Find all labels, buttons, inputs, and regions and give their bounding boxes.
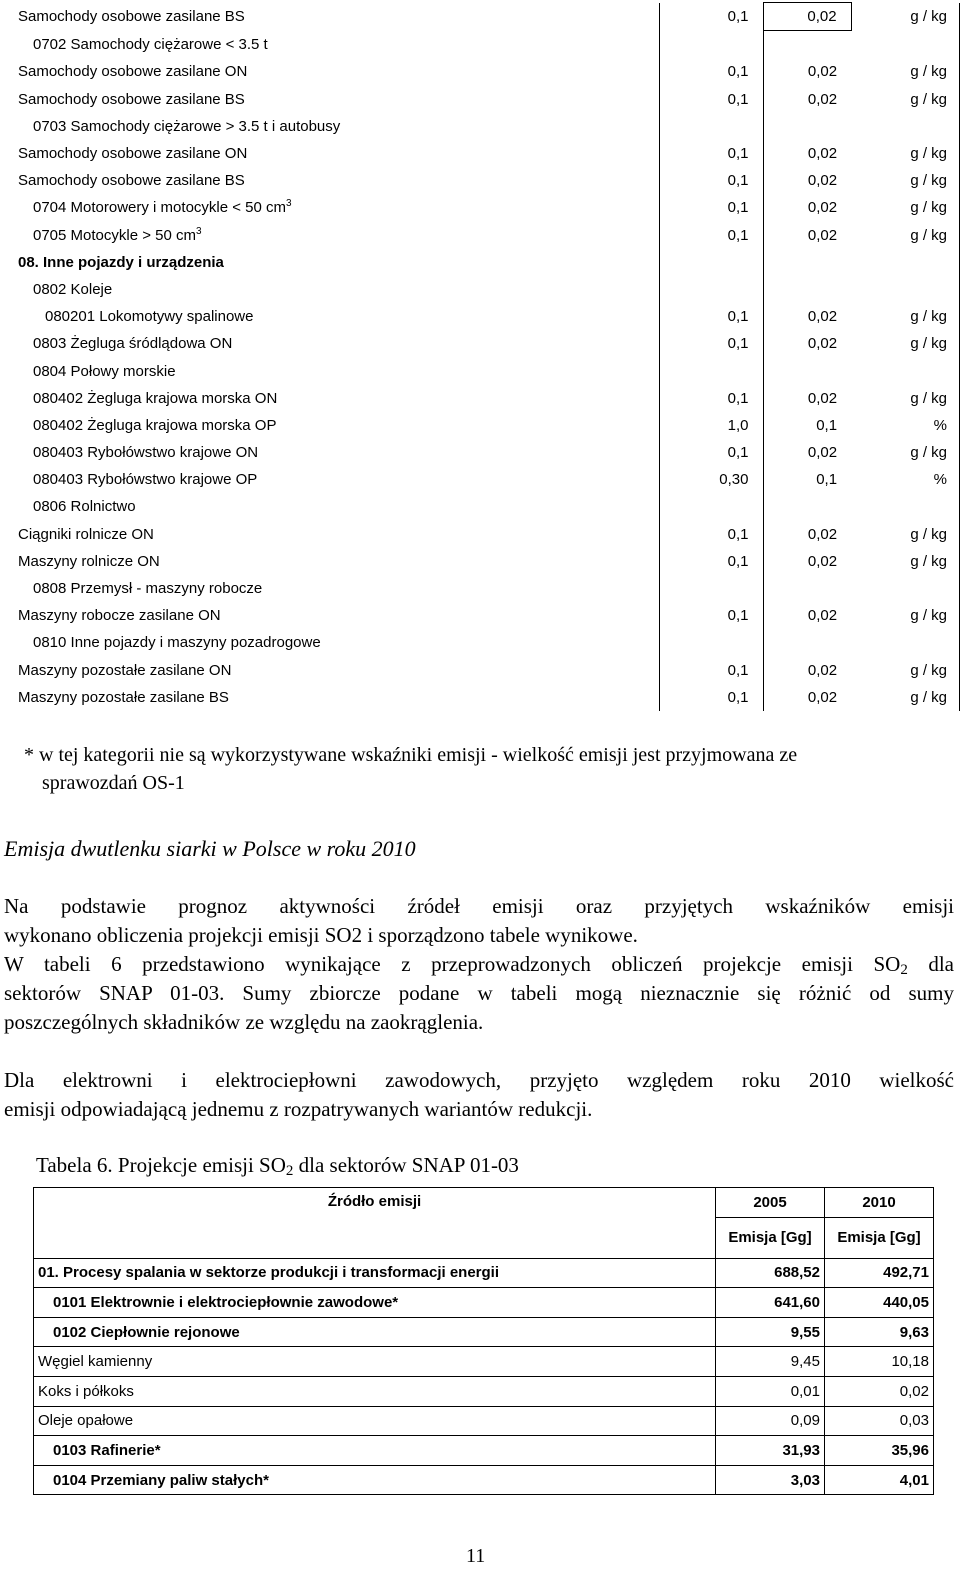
factor-row [15, 276, 960, 303]
factor-value-1 [660, 575, 763, 602]
so2-subscript: 2 [900, 962, 908, 978]
factor-source-name [15, 439, 660, 466]
factor-value-1 [660, 249, 763, 276]
paragraph-2-line-1: Dla elektrowni i elektrociepłowni zawodowych, przyjęto względem roku 2010 wielkość [4, 1068, 954, 1092]
emission-source: 01. Procesy spalania w sektorze produkcji i transformacji energii [34, 1258, 716, 1288]
emission-2010: 10,18 [825, 1347, 934, 1377]
factor-source-name [15, 194, 660, 221]
factor-value-1 [660, 493, 763, 520]
emission-source: 0102 Ciepłownie rejonowe [34, 1317, 716, 1347]
factor-value-1: 0,1 [660, 548, 763, 575]
emission-2010: 9,63 [825, 1317, 934, 1347]
factor-value-2: 0,02 [807, 63, 838, 81]
factor-unit: g / kg [851, 58, 959, 85]
footnote [24, 741, 944, 797]
paragraph-1-line-3a: W tabeli 6 przedstawiono wynikające z przeprowadzonych obliczeń projekcje emisji SO [4, 952, 901, 976]
factor-value-1: 0,1 [660, 602, 763, 629]
factor-source-text: Samochody osobowe zasilane ON [18, 145, 248, 163]
factor-value-1: 0,1 [660, 521, 763, 548]
factor-source-name [15, 684, 660, 711]
factor-source-text: Maszyny robocze zasilane ON [18, 607, 221, 625]
emission-2005: 688,52 [716, 1258, 825, 1288]
factor-unit: g / kg [851, 657, 959, 684]
factor-row [15, 167, 960, 194]
factor-source-name [15, 31, 660, 59]
table-6-caption [36, 1153, 519, 1178]
emission-source: 0104 Przemiany paliw stałych* [34, 1465, 716, 1495]
factor-value-2: 0,02 [807, 552, 838, 570]
factor-unit: g / kg [851, 385, 959, 412]
factor-row [15, 548, 960, 575]
factor-source-name [15, 548, 660, 575]
factor-value-2: 0,1 [816, 416, 838, 434]
page-number: 11 [466, 1545, 486, 1567]
table-6-row [34, 1406, 934, 1436]
caption-suffix: dla sektorów SNAP 01-03 [293, 1153, 519, 1177]
factor-value-2 [763, 113, 851, 140]
table-6-row [34, 1258, 934, 1288]
factor-source-name [15, 357, 660, 384]
factor-unit: g / kg [851, 222, 959, 249]
emission-2010: 35,96 [825, 1436, 934, 1466]
factor-value-2: 0,02 [807, 389, 838, 407]
factor-source-text: 0705 Motocykle > 50 cm [33, 226, 197, 244]
factor-unit: g / kg [851, 684, 959, 711]
caption-subscript: 2 [285, 1163, 294, 1179]
factor-source-name [15, 385, 660, 412]
factor-source-name [15, 276, 660, 303]
emission-2005: 0,09 [716, 1406, 825, 1436]
factor-unit: g / kg [851, 602, 959, 629]
factor-unit: % [851, 412, 959, 439]
factor-value-1: 0,1 [660, 86, 763, 113]
factor-unit [851, 31, 959, 59]
factor-row [15, 194, 960, 221]
factor-row [15, 602, 960, 629]
factor-source-text: 0703 Samochody ciężarowe > 3.5 t i autobusy [33, 117, 341, 135]
factor-source-name [15, 86, 660, 113]
paragraph-1-line-3b: dla [907, 952, 954, 976]
factor-value-2: 0,1 [816, 471, 838, 489]
factor-source-text: Maszyny pozostałe zasilane ON [18, 661, 232, 679]
factor-value-1: 0,1 [660, 194, 763, 221]
factor-unit [851, 249, 959, 276]
emission-2005: 31,93 [716, 1436, 825, 1466]
section-heading: Emisja dwutlenku siarki w Polsce w roku 2010 [4, 836, 416, 861]
factor-unit: g / kg [851, 521, 959, 548]
factor-unit: g / kg [851, 86, 959, 113]
factor-unit [851, 113, 959, 140]
factor-source-text: Samochody osobowe zasilane BS [18, 90, 245, 108]
paragraph-1-line-3 [4, 950, 954, 979]
footnote-line-1: * w tej kategorii nie są wykorzystywane wskaźniki emisji - wielkość emisji jest przyjmowana ze [24, 744, 798, 766]
factor-row [15, 3, 960, 31]
factor-value-2: 0,02 [807, 226, 838, 244]
factor-row [15, 629, 960, 656]
emission-source: Koks i półkoks [34, 1376, 716, 1406]
factor-source-text: 0808 Przemysł - maszyny robocze [33, 580, 263, 598]
factor-source-text: Ciągniki rolnicze ON [18, 525, 154, 543]
table-6-row [34, 1436, 934, 1466]
factor-value-1 [660, 276, 763, 303]
factor-unit [851, 575, 959, 602]
paragraph-1 [4, 892, 954, 1037]
emission-2010: 0,02 [825, 1376, 934, 1406]
factor-unit [851, 357, 959, 384]
factor-value-1 [660, 113, 763, 140]
factor-unit: % [851, 466, 959, 493]
factor-source-text: 0804 Połowy morskie [33, 362, 176, 380]
factor-value-2 [763, 276, 851, 303]
factor-value-2: 0,02 [807, 308, 838, 326]
factor-unit: g / kg [851, 439, 959, 466]
factor-row [15, 575, 960, 602]
factor-value-2 [763, 249, 851, 276]
factor-unit: g / kg [851, 194, 959, 221]
factor-source-name [15, 113, 660, 140]
factor-row [15, 385, 960, 412]
factor-value-1: 0,1 [660, 58, 763, 85]
paragraph-1-line-4: sektorów SNAP 01-03. Sumy zbiorcze podane w tabeli mogą nieznacznie się różnić od sumy [4, 981, 954, 1005]
table-6-row [34, 1465, 934, 1495]
factor-row [15, 330, 960, 357]
factor-row [15, 86, 960, 113]
factor-row [15, 684, 960, 711]
factor-value-1: 0,1 [660, 385, 763, 412]
factor-value-1 [660, 629, 763, 656]
factor-source-name [15, 140, 660, 167]
emission-2005: 9,55 [716, 1317, 825, 1347]
factor-row [15, 466, 960, 493]
emission-2010: 440,05 [825, 1288, 934, 1318]
factor-value-2: 0,02 [807, 199, 838, 217]
emission-2010: 0,03 [825, 1406, 934, 1436]
paragraph-1-line-5: poszczególnych składników ze względu na zaokrąglenia. [4, 1010, 484, 1034]
factor-source-name [15, 303, 660, 330]
emission-source: Oleje opałowe [34, 1406, 716, 1436]
factor-source-text: 080201 Lokomotywy spalinowe [45, 308, 254, 326]
table-6 [33, 1187, 934, 1495]
paragraph-1-line-2: wykonano obliczenia projekcji emisji SO2 i sporządzono tabele wynikowe. [4, 923, 638, 947]
emission-2005: 641,60 [716, 1288, 825, 1318]
paragraph-2-line-2: emisji odpowiadającą jednemu z rozpatrywanych wariantów redukcji. [4, 1097, 593, 1121]
factor-source-name [15, 575, 660, 602]
factor-source-text: Samochody osobowe zasilane ON [18, 63, 248, 81]
factor-row [15, 493, 960, 520]
footnote-line-2: sprawozdań OS-1 [42, 772, 185, 794]
factor-row [15, 31, 960, 59]
emission-factors-table-body [15, 3, 960, 711]
factor-source-text: 080402 Żegluga krajowa morska ON [33, 389, 278, 407]
table-6-row [34, 1376, 934, 1406]
header-year-2010: 2010 [825, 1188, 934, 1218]
factor-source-text: 0702 Samochody ciężarowe < 3.5 t [33, 36, 268, 54]
factor-source-name [15, 657, 660, 684]
factor-source-name [15, 58, 660, 85]
paragraph-1-line-1: Na podstawie prognoz aktywności źródeł emisji oraz przyjętych wskaźników emisji [4, 894, 954, 918]
factor-unit: g / kg [851, 140, 959, 167]
factor-row [15, 657, 960, 684]
emission-source: Węgiel kamienny [34, 1347, 716, 1377]
factor-source-name [15, 629, 660, 656]
table-6-body [34, 1188, 934, 1495]
factor-value-1: 0,1 [660, 684, 763, 711]
factor-value-2: 0,02 [807, 90, 838, 108]
factor-source-name [15, 521, 660, 548]
factor-row [15, 140, 960, 167]
factor-value-2 [763, 493, 851, 520]
factor-value-1: 0,1 [660, 167, 763, 194]
factor-row [15, 521, 960, 548]
table-6-row [34, 1288, 934, 1318]
factor-value-2 [763, 357, 851, 384]
factor-source-text: 0803 Żegluga śródlądowa ON [33, 335, 233, 353]
emission-factors-table [15, 2, 960, 711]
paragraph-2 [4, 1066, 954, 1124]
emission-2005: 3,03 [716, 1465, 825, 1495]
factor-source-text: Maszyny pozostałe zasilane BS [18, 688, 229, 706]
factor-source-name [15, 493, 660, 520]
factor-value-2 [763, 31, 851, 59]
factor-value-1: 0,1 [660, 222, 763, 249]
factor-row [15, 439, 960, 466]
factor-source-name [15, 222, 660, 249]
table-6-header-row [34, 1188, 934, 1218]
factor-source-text: 0806 Rolnictwo [33, 498, 136, 516]
factor-value-2: 0,02 [807, 145, 838, 163]
factor-source-name [15, 330, 660, 357]
factor-row [15, 412, 960, 439]
factor-row [15, 249, 960, 276]
factor-unit [851, 276, 959, 303]
table-6-row [34, 1317, 934, 1347]
factor-value-2: 0,02 [807, 335, 838, 353]
factor-value-1: 0,1 [660, 657, 763, 684]
factor-source-name [15, 167, 660, 194]
emission-2005: 9,45 [716, 1347, 825, 1377]
factor-value-1 [660, 357, 763, 384]
factor-unit: g / kg [851, 303, 959, 330]
factor-value-1: 0,1 [660, 3, 763, 31]
factor-source-text: 080402 Żegluga krajowa morska OP [33, 416, 277, 434]
factor-source-text: 0810 Inne pojazdy i maszyny pozadrogowe [33, 634, 321, 652]
factor-value-1 [660, 31, 763, 59]
factor-unit [851, 493, 959, 520]
emission-source: 0101 Elektrownie i elektrociepłownie zawodowe* [34, 1288, 716, 1318]
factor-value-1: 0,1 [660, 303, 763, 330]
emission-source: 0103 Rafinerie* [34, 1436, 716, 1466]
factor-row [15, 357, 960, 384]
factor-source-name [15, 466, 660, 493]
caption-prefix: Tabela 6. Projekcje emisji SO [36, 1153, 286, 1177]
factor-unit: g / kg [851, 548, 959, 575]
factor-value-1: 0,1 [660, 439, 763, 466]
factor-value-1: 0,1 [660, 140, 763, 167]
factor-row [15, 222, 960, 249]
factor-unit: g / kg [851, 330, 959, 357]
factor-value-2: 0,02 [807, 172, 838, 190]
emission-2005: 0,01 [716, 1376, 825, 1406]
header-source: Źródło emisji [34, 1188, 716, 1259]
factor-value-2: 0,02 [807, 607, 838, 625]
factor-value-1: 0,1 [660, 330, 763, 357]
factor-source-name [15, 249, 660, 276]
header-year-2005: 2005 [716, 1188, 825, 1218]
header-unit-2005: Emisja [Gg] [716, 1217, 825, 1258]
factor-value-2: 0,02 [807, 525, 838, 543]
factor-value-2 [763, 629, 851, 656]
factor-value-1: 1,0 [660, 412, 763, 439]
factor-source-text: Samochody osobowe zasilane BS [18, 172, 245, 190]
factor-source-name [15, 602, 660, 629]
emission-2010: 492,71 [825, 1258, 934, 1288]
factor-source-text: 0802 Koleje [33, 280, 113, 298]
factor-unit [851, 629, 959, 656]
factor-value-2: 0,02 [763, 3, 851, 31]
factor-source-name [15, 3, 660, 31]
table-6-row [34, 1347, 934, 1377]
factor-source-text: Samochody osobowe zasilane BS [18, 8, 245, 26]
emission-2010: 4,01 [825, 1465, 934, 1495]
unit-superscript: 3 [286, 198, 292, 210]
factor-row [15, 113, 960, 140]
header-unit-2010: Emisja [Gg] [825, 1217, 934, 1258]
factor-source-text: 080403 Rybołówstwo krajowe ON [33, 444, 259, 462]
factor-value-2: 0,02 [807, 688, 838, 706]
factor-source-text: Maszyny rolnicze ON [18, 552, 160, 570]
factor-source-text: 0704 Motorowery i motocykle < 50 cm [33, 199, 287, 217]
factor-value-2: 0,02 [807, 444, 838, 462]
factor-source-name [15, 412, 660, 439]
factor-source-text: 08. Inne pojazdy i urządzenia [18, 253, 224, 271]
factor-value-2: 0,02 [807, 661, 838, 679]
unit-superscript: 3 [196, 225, 202, 237]
factor-row [15, 303, 960, 330]
factor-unit: g / kg [851, 167, 959, 194]
factor-source-text: 080403 Rybołówstwo krajowe OP [33, 471, 258, 489]
factor-value-1: 0,30 [660, 466, 763, 493]
factor-value-2 [763, 575, 851, 602]
factor-row [15, 58, 960, 85]
factor-unit: g / kg [851, 3, 959, 31]
